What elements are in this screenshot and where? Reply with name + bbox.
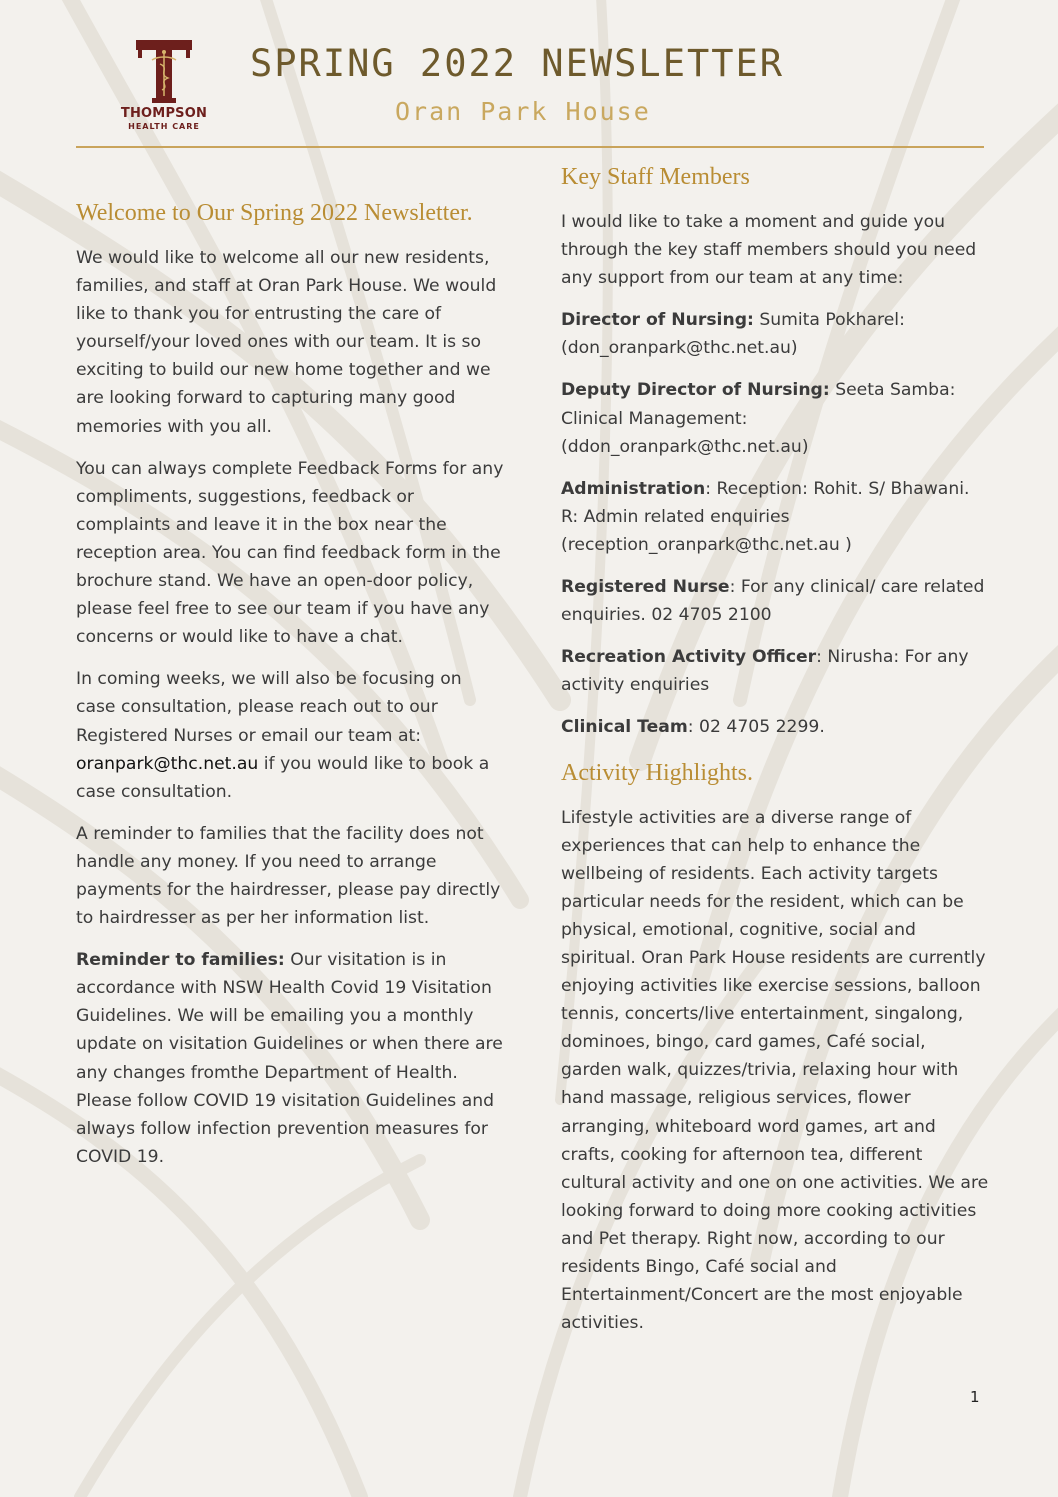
header-divider [76, 146, 984, 148]
staff-detail: : For any clinical/ care related enquiries. 02 4705 2100 [561, 577, 985, 626]
activity-paragraph: Lifestyle activities are a diverse range of experiences that can help to enhance the wellbeing of residents. Each activity targets particular needs for the resident, which can be physical, emotional, cognitive, social and spiritual. Oran Park House residents are currently enjoying activities like exercise sessions, balloon tennis, concerts/live entertainment, singalong, dominoes, bingo, card games, Café social, garden walk, quizzes/trivia, relaxing hour with hand massage, religious services, flower arranging, whiteboard word games, art and crafts, cooking for afternoon tea, different cultural activity and one on one activities. We are looking forward to doing more cooking activities and Pet therapy. Right now, according to our residents Bingo, Café social and Entertainment/Concert are the most enjoyable activities. [561, 807, 989, 1334]
staff-detail: Seeta Samba: Clinical Management: (ddon_oranpark@thc.net.au) [561, 380, 956, 457]
caduceus-t-icon [134, 38, 194, 104]
staff-item [561, 643, 991, 699]
staff-intro: I would like to take a moment and guide you through the key staff members should you need any support from our team at any time: [561, 212, 977, 289]
staff-role: Director of Nursing: [561, 310, 754, 331]
staff-item [561, 713, 991, 741]
activity-heading: Activity Highlights. [561, 759, 753, 786]
reminder-text: Our visitation is in accordance with NSW Health Covid 19 Visitation Guidelines. We will be emailing you a monthly update on visitation Guidelines or when there are any changes fromthe Department of Health. Please follow COVID 19 visitation Guidelines and always follow infection prevention measures for COVID 19. [76, 950, 503, 1167]
page-number: 1 [970, 1388, 980, 1406]
left-column [76, 196, 506, 1185]
welcome-paragraph-1: We would like to welcome all our new residents, families, and staff at Oran Park House. We would like to thank you for entrusting the care of yourself/your loved ones with our team. It is so exciting to build our new home together and we are looking forward to capturing many good memories with you all. [76, 248, 497, 437]
staff-role: Administration [561, 478, 706, 499]
staff-role: Clinical Team [561, 717, 688, 738]
reminder-label: Reminder to families: [76, 950, 285, 971]
welcome-paragraph-3 [76, 665, 506, 805]
staff-heading: Key Staff Members [561, 164, 750, 190]
email-link[interactable]: oranpark@thc.net.au [76, 753, 259, 774]
staff-item [561, 573, 991, 629]
staff-role: Deputy Director of Nursing: [561, 380, 830, 401]
welcome-paragraph-4: A reminder to families that the facility does not handle any money. If you need to arrange payments for the hairdresser, please pay directly to hairdresser as per her information list. [76, 823, 501, 929]
welcome-paragraph-2: You can always complete Feedback Forms for any compliments, suggestions, feedback or complaints and leave it in the box near the reception area. You can find feedback form in the brochure stand. We have an open-door policy, please feel free to see our team if you have any concerns or would like to have a chat. [76, 458, 504, 648]
welcome-paragraph-5 [76, 946, 506, 1171]
newsletter-title: SPRING 2022 NEWSLETTER [250, 42, 785, 85]
welcome-heading: Welcome to Our Spring 2022 Newsletter. [76, 200, 473, 226]
right-column [561, 160, 991, 1351]
paragraph-text: In coming weeks, we will also be focusing on case consultation, please reach out to our Registered Nurses or email our team at: [76, 669, 462, 746]
staff-detail: : Nirusha: For any activity enquiries [561, 647, 969, 696]
newsletter-subtitle: Oran Park House [395, 97, 651, 126]
staff-item [561, 475, 991, 559]
staff-item [561, 306, 991, 362]
staff-detail: Sumita Pokharel: (don_oranpark@thc.net.au) [561, 310, 905, 359]
staff-detail: : 02 4705 2299. [687, 717, 825, 738]
staff-item [561, 376, 991, 460]
staff-detail: : Reception: Rohit. S/ Bhawani. R: Admin related enquiries (reception_oranpark@thc.net.au ) [561, 478, 970, 555]
logo-name: THOMPSON [120, 106, 208, 121]
paragraph-text: if you would like to book a case consultation. [76, 753, 490, 802]
logo-subtitle: HEALTH CARE [128, 122, 200, 131]
staff-role: Recreation Activity Officer [561, 647, 817, 668]
staff-role: Registered Nurse [561, 577, 730, 598]
thompson-logo [116, 38, 212, 134]
